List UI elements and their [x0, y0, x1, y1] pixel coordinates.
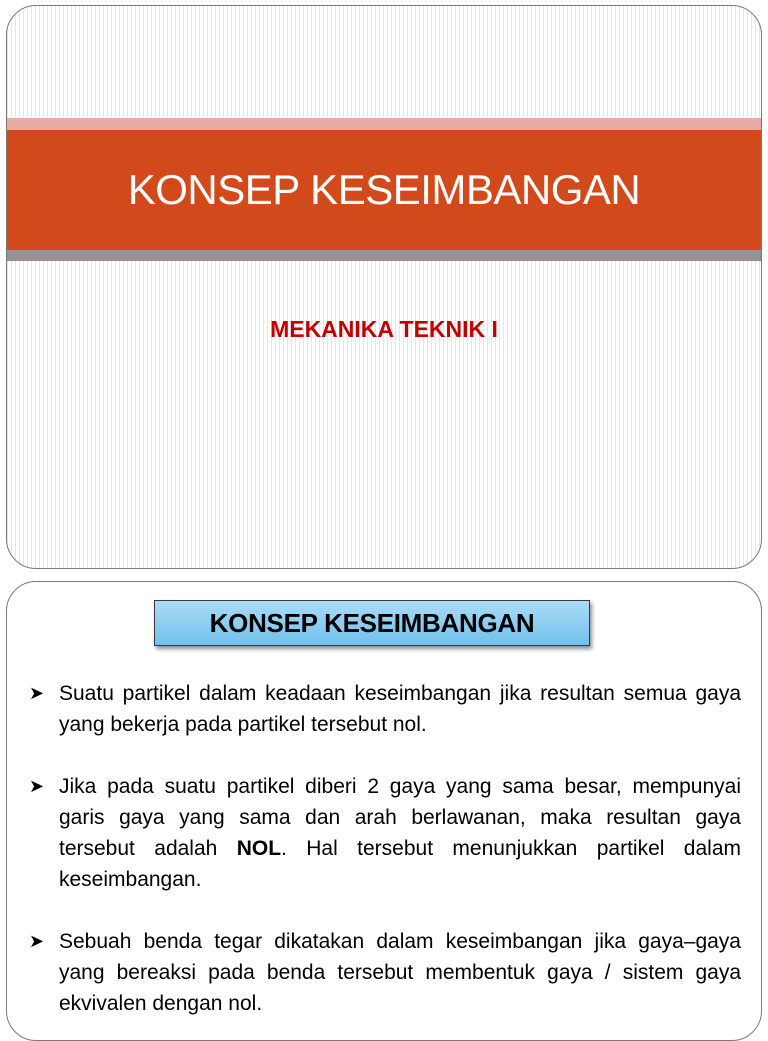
- arrow-bullet-icon: ➤: [29, 776, 45, 796]
- bullet-bold-text: NOL: [236, 837, 282, 860]
- bullet-item: [29, 678, 741, 740]
- title-slide: [6, 5, 762, 569]
- title-band: [7, 130, 761, 250]
- title-band-bottom-stripe: [7, 250, 761, 261]
- arrow-bullet-icon: ➤: [29, 931, 45, 951]
- bullet-text: Sebuah benda tegar dikatakan dalam keseimbangan jika gaya–gaya yang bereaksi pada benda tersebut membentuk gaya / sistem gaya ekvivalen dengan nol.: [59, 930, 741, 1015]
- bullet-list: [29, 678, 741, 1041]
- bullet-item: [29, 926, 741, 1019]
- slide-subtitle: MEKANIKA TEKNIK I: [270, 316, 498, 342]
- bullet-item: [29, 771, 741, 895]
- bullet-text: . Hal tersebut menunjukkan partikel dalam keseimbangan.: [59, 837, 742, 891]
- bullet-text: Jika pada suatu partikel diberi 2 gaya yang sama besar, mempunyai garis gaya yang sama dan arah berlawanan, maka resultan gaya tersebut adalah: [59, 775, 741, 860]
- content-slide: [6, 581, 762, 1041]
- content-heading: KONSEP KESEIMBANGAN: [209, 607, 535, 638]
- arrow-bullet-icon: ➤: [29, 683, 45, 703]
- slide-title: KONSEP KESEIMBANGAN: [127, 166, 641, 213]
- heading-box: [154, 600, 590, 646]
- bullet-text: Suatu partikel dalam keadaan keseimbangan jika resultan semua gaya yang bekerja pada partikel tersebut nol.: [59, 682, 741, 736]
- title-band-top-stripe: [7, 118, 761, 130]
